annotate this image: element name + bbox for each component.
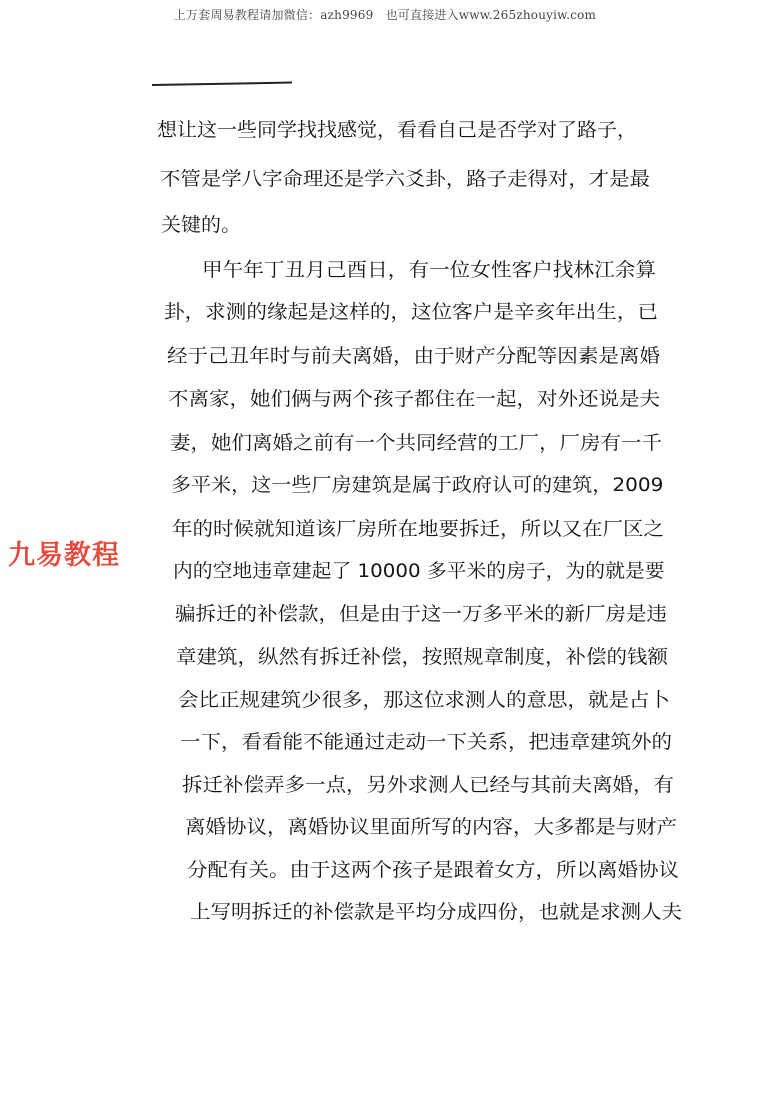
body-line: 会比正规建筑少很多，那这位求测人的意思，就是占卜: [178, 689, 670, 711]
body-line: 想让这一些同学找找感觉，看看自己是否学对了路子，: [157, 119, 638, 141]
body-line: 不管是学八字命理还是学六爻卦，路子走得对，才是最: [160, 168, 651, 190]
body-line: 多平米，这一些厂房建筑是属于政府认可的建筑，2009: [171, 474, 664, 496]
body-line: 骗拆迁的补偿款，但是由于这一万多平米的新厂房是违: [175, 603, 667, 625]
watermark-logo: 九易教程: [8, 540, 120, 571]
body-line: 不离家，她们俩与两个孩子都住在一起，对外还说是夫: [168, 388, 660, 410]
body-line: 分配有关。由于这两个孩子是跟着女方，所以离婚协议: [187, 859, 679, 881]
body-line: 拆迁补偿弄多一点，另外求测人已经与其前夫离婚，有: [182, 774, 674, 796]
body-line: 甲午年丁丑月己酉日，有一位女性客户找林江余算: [202, 259, 657, 281]
body-line: 经于己丑年时与前夫离婚，由于财产分配等因素是离婚: [167, 345, 660, 367]
body-line: 离婚协议，离婚协议里面所写的内容，大多都是与财产: [185, 816, 677, 838]
body-line: 年的时候就知道该厂房所在地要拆迁，所以又在厂区之: [172, 518, 664, 540]
divider-rule: [152, 82, 292, 86]
body-line: 妻，她们离婚之前有一个共同经营的工厂，厂房有一千: [170, 432, 662, 454]
body-line: 章建筑，纵然有拆迁补偿，按照规章制度，补偿的钱额: [176, 646, 668, 668]
body-line: 关键的。: [161, 214, 242, 236]
body-line: 卦，求测的缘起是这样的，这位客户是辛亥年出生，已: [164, 301, 659, 323]
body-line: 内的空地违章建起了 10000 多平米的房子，为的就是要: [173, 560, 665, 582]
header-note: 上万套周易教程请加微信：azh9969 也可直接进入www.265zhouyiw.com: [173, 8, 597, 22]
body-line: 一下，看看能不能通过走动一下关系，把违章建筑外的: [180, 731, 672, 753]
body-line: 上写明拆迁的补偿款是平均分成四份，也就是求测人夫: [190, 901, 682, 923]
